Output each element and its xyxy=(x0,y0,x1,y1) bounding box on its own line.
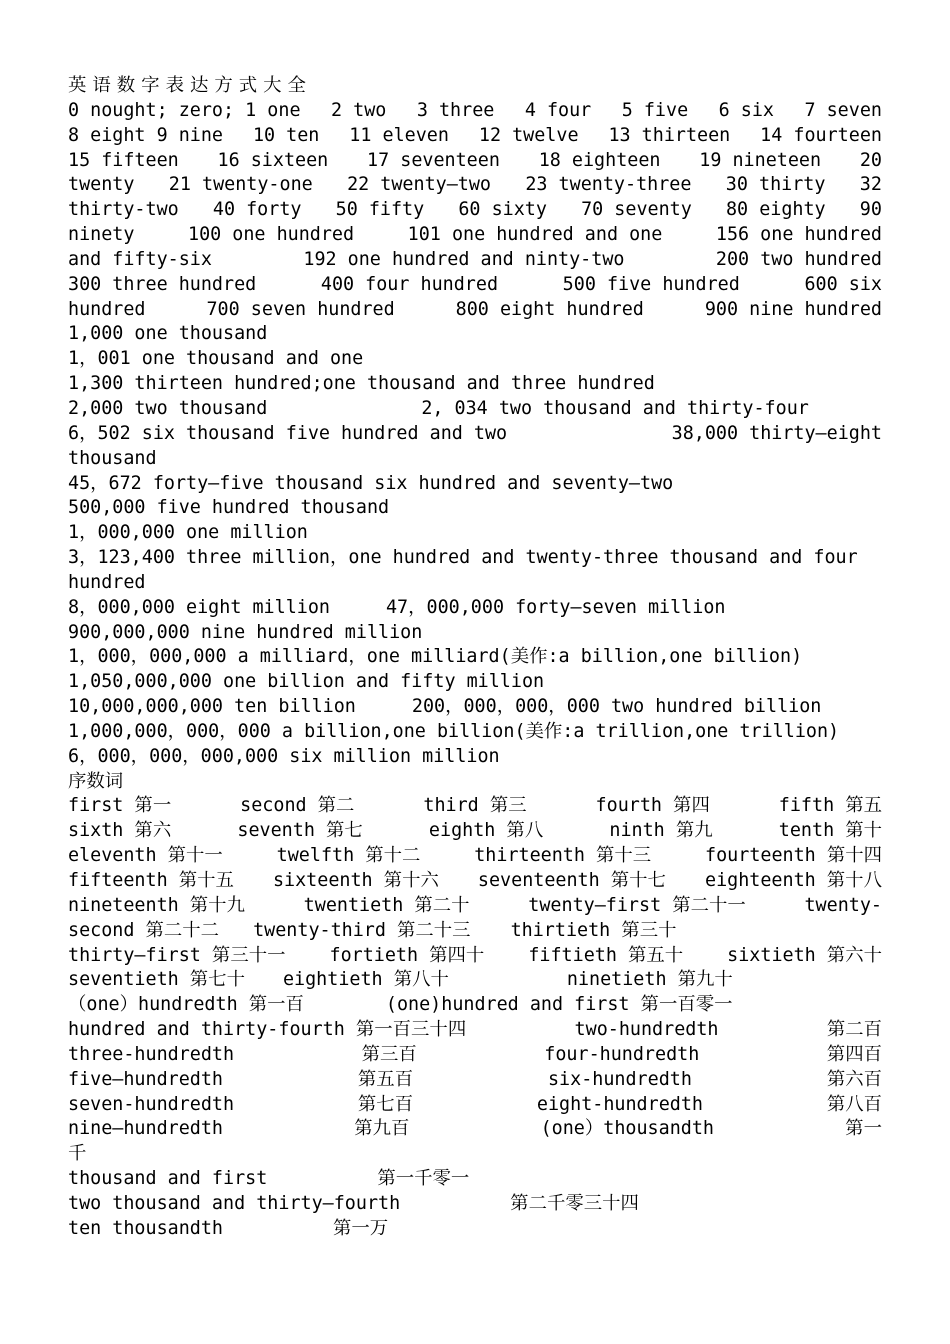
entry: thirteenth 第十三 xyxy=(474,845,652,867)
cardinal-line xyxy=(68,198,882,223)
entry: twelfth 第十二 xyxy=(276,845,421,867)
entry: eightieth 第八十 xyxy=(282,969,449,991)
entry: 20 xyxy=(859,149,882,171)
entry: two thousand and thirty—fourth xyxy=(68,1192,401,1214)
entry: 13 thirteen xyxy=(608,124,731,146)
cardinal-line xyxy=(68,248,882,273)
ordinal-line xyxy=(68,1217,882,1242)
entry: 101 one hundred and one xyxy=(407,224,663,246)
entry: fiftieth 第五十 xyxy=(528,944,684,966)
ordinal-line xyxy=(68,993,882,1018)
ordinal-line: 千 xyxy=(68,1143,87,1165)
entry: 18 eighteen xyxy=(538,149,661,171)
entry: 第六百 xyxy=(826,1068,882,1090)
entry: 0 nought; zero; 1 one xyxy=(68,99,301,121)
entry: seven-hundredth xyxy=(68,1093,235,1115)
entry: second 第二 xyxy=(240,795,355,817)
entry: ninth 第九 xyxy=(609,820,713,842)
entry: 600 six xyxy=(804,273,882,295)
cardinal-line: 500,000 five hundred thousand xyxy=(68,497,390,519)
ordinal-line xyxy=(68,869,882,894)
entry: 4 four xyxy=(524,99,592,121)
cardinal-line: 1,300 thirteen hundred;one thousand and three hundred xyxy=(68,373,655,395)
ordinal-line xyxy=(68,944,882,969)
entry: twenty- xyxy=(804,894,882,916)
entry: hundred and thirty-fourth 第一百三十四 xyxy=(68,1019,467,1041)
ordinal-line xyxy=(68,819,882,844)
entry: seventeenth 第十七 xyxy=(477,870,666,891)
cardinal-line: hundred xyxy=(68,571,146,593)
entry: twenty—first 第二十一 xyxy=(528,894,746,916)
entry: 2 two xyxy=(330,99,387,121)
entry: 7 seven xyxy=(804,99,882,121)
cardinal-line: 900,000,000 nine hundred million xyxy=(68,621,423,643)
entry: 16 sixteen xyxy=(217,149,329,171)
entry: （one）hundredth 第一百 xyxy=(68,994,304,1016)
entry: two-hundredth xyxy=(574,1019,719,1041)
entry: seventieth 第七十 xyxy=(68,969,245,991)
entry: 17 seventeen xyxy=(367,149,500,171)
entry: (one）thousandth xyxy=(540,1118,714,1140)
cardinal-line: 3，123,400 three million，one hundred and twenty-three thousand and four xyxy=(68,547,858,569)
cardinal-line: 45，672 forty—five thousand six hundred and seventy—two xyxy=(68,472,674,494)
entry: 500 five hundred xyxy=(562,273,740,295)
entry: five—hundredth xyxy=(68,1068,224,1090)
entry: 47，000,000 forty—seven million xyxy=(385,596,726,618)
entry: fourteenth 第十四 xyxy=(705,845,882,867)
entry: 11 eleven xyxy=(349,124,449,146)
cardinal-line: 1，000，000,000 a milliard，one milliard(美作:a billion,one billion) xyxy=(68,646,803,668)
entry: 第九百 xyxy=(354,1118,410,1140)
entry: ninetieth 第九十 xyxy=(566,969,733,991)
entry: fortieth 第四十 xyxy=(329,944,485,966)
entry: 200，000，000，000 two hundred billion xyxy=(411,696,822,718)
entry: ninety xyxy=(68,224,135,246)
entry: 60 sixty xyxy=(458,199,547,221)
entry: 30 thirty xyxy=(725,174,826,196)
cardinal-line xyxy=(68,298,882,323)
entry: thirty—first 第三十一 xyxy=(68,944,286,966)
entry: 23 twenty-three xyxy=(525,174,692,196)
entry: 192 one hundred and ninty-two xyxy=(303,248,625,270)
entry: fourth 第四 xyxy=(595,795,710,817)
entry: 200 two hundred xyxy=(715,248,882,270)
cardinal-line: 1,000 one thousand xyxy=(68,323,268,345)
entry: 100 one hundred xyxy=(188,224,355,246)
cardinal-line: 1,000,000，000，000 a billion,one billion(美作:a trillion,one trillion) xyxy=(68,720,840,742)
entry: 6，502 six thousand five hundred and two xyxy=(68,422,508,444)
document-title: 英语数字表达方式大全 xyxy=(68,75,312,96)
ordinal-line xyxy=(68,1167,882,1192)
entry: four-hundredth xyxy=(544,1043,700,1065)
ordinal-line xyxy=(68,1192,882,1217)
entry: 第二百 xyxy=(826,1019,882,1041)
entry: (one)hundred and first 第一百零一 xyxy=(385,994,733,1016)
ordinal-line xyxy=(68,1018,882,1043)
entry: 21 twenty-one xyxy=(168,174,313,196)
entry: 2,000 two thousand xyxy=(68,397,268,419)
cardinal-line: 1,050,000,000 one billion and fifty million xyxy=(68,671,545,693)
entry: sixteenth 第十六 xyxy=(272,870,439,891)
ordinal-line xyxy=(68,1117,882,1142)
ordinal-line xyxy=(68,1093,882,1118)
entry: 700 seven hundred xyxy=(206,298,395,320)
cardinal-line: 1，001 one thousand and one xyxy=(68,348,364,370)
entry: nine—hundredth xyxy=(68,1118,224,1140)
entry: first 第一 xyxy=(68,795,172,817)
entry: 8，000,000 eight million xyxy=(68,596,330,618)
entry: eight-hundredth xyxy=(536,1093,703,1115)
cardinal-line: 6，000，000，000,000 six million million xyxy=(68,745,500,767)
ordinal-line xyxy=(68,919,882,944)
entry: thirtieth 第三十 xyxy=(510,919,677,941)
cardinal-line xyxy=(68,124,882,149)
entry: 40 forty xyxy=(212,199,302,221)
entry: 8 eight 9 nine xyxy=(68,124,224,146)
entry: 第七百 xyxy=(357,1093,414,1115)
entry: 32 xyxy=(859,174,882,196)
entry: 3 three xyxy=(416,99,495,121)
entry: 14 fourteen xyxy=(760,124,882,146)
entry: 70 seventy xyxy=(581,199,692,221)
ordinal-heading: 序数词 xyxy=(68,770,124,792)
ordinal-line xyxy=(68,968,882,993)
entry: 400 four hundred xyxy=(320,273,499,295)
entry: hundred xyxy=(68,298,146,320)
entry: eleventh 第十一 xyxy=(68,845,223,867)
entry: and fifty-six xyxy=(68,248,212,270)
entry: 80 eighty xyxy=(725,199,826,221)
ordinal-line xyxy=(68,894,882,919)
entry: seventh 第七 xyxy=(237,820,363,842)
entry: sixth 第六 xyxy=(68,820,172,842)
entry: 15 fifteen xyxy=(68,149,179,171)
ordinal-line xyxy=(68,794,882,819)
entry: three-hundredth xyxy=(68,1043,235,1065)
entry: 900 nine hundred xyxy=(704,298,882,320)
ordinal-line xyxy=(68,1068,882,1093)
entry: 156 one hundred xyxy=(715,224,882,246)
entry: 300 three hundred xyxy=(68,273,257,295)
entry: six-hundredth xyxy=(547,1068,692,1090)
cardinal-line xyxy=(68,273,882,298)
cardinal-line xyxy=(68,397,882,422)
entry: 10,000,000,000 ten billion xyxy=(68,696,356,718)
entry: thirty-two xyxy=(68,199,179,221)
entry: 第五百 xyxy=(357,1068,414,1090)
entry: ten thousandth xyxy=(68,1217,224,1239)
entry: twentieth 第二十 xyxy=(303,894,470,916)
entry: 38,000 thirty—eight xyxy=(671,422,882,444)
entry: 800 eight hundred xyxy=(455,298,644,320)
entry: fifteenth 第十五 xyxy=(68,870,234,891)
ordinal-line xyxy=(68,1043,882,1068)
cardinal-line xyxy=(68,149,882,174)
entry: third 第三 xyxy=(423,795,527,817)
cardinal-line xyxy=(68,695,882,720)
document-page xyxy=(68,74,882,1242)
entry: eighth 第八 xyxy=(428,820,544,842)
entry: 22 twenty—two xyxy=(347,174,491,196)
cardinal-line xyxy=(68,173,882,198)
entry: 12 twelve xyxy=(478,124,579,146)
entry: 19 nineteen xyxy=(699,149,822,171)
entry: second 第二十二 xyxy=(68,919,220,941)
cardinal-line xyxy=(68,596,882,621)
entry: 90 xyxy=(859,199,882,221)
entry: 6 six xyxy=(718,99,774,121)
entry: 第一万 xyxy=(333,1217,389,1239)
cardinal-line xyxy=(68,422,882,447)
entry: 第一千零一 xyxy=(377,1168,470,1190)
entry: 2, 034 two thousand and thirty-four xyxy=(421,397,809,419)
entry: 5 five xyxy=(621,99,689,121)
entry: fifth 第五 xyxy=(778,795,882,817)
entry: nineteenth 第十九 xyxy=(68,894,245,916)
entry: 第三百 xyxy=(361,1043,417,1065)
cardinal-line: thousand xyxy=(68,447,157,469)
entry: 第八百 xyxy=(826,1093,882,1115)
entry: 10 ten xyxy=(252,124,320,146)
entry: eighteenth 第十八 xyxy=(705,870,882,891)
entry: twenty xyxy=(68,174,135,196)
entry: tenth 第十 xyxy=(778,820,882,842)
cardinal-line xyxy=(68,99,882,124)
entry: thousand and first xyxy=(68,1168,268,1190)
entry: 第一 xyxy=(845,1118,882,1140)
entry: sixtieth 第六十 xyxy=(727,944,882,966)
cardinal-line: 1，000,000 one million xyxy=(68,522,308,544)
entry: 50 fifty xyxy=(335,199,425,221)
cardinal-line xyxy=(68,223,882,248)
entry: twenty-third 第二十三 xyxy=(253,919,471,941)
ordinal-line xyxy=(68,844,882,869)
entry: 第二千零三十四 xyxy=(510,1192,639,1214)
entry: 第四百 xyxy=(826,1043,882,1065)
